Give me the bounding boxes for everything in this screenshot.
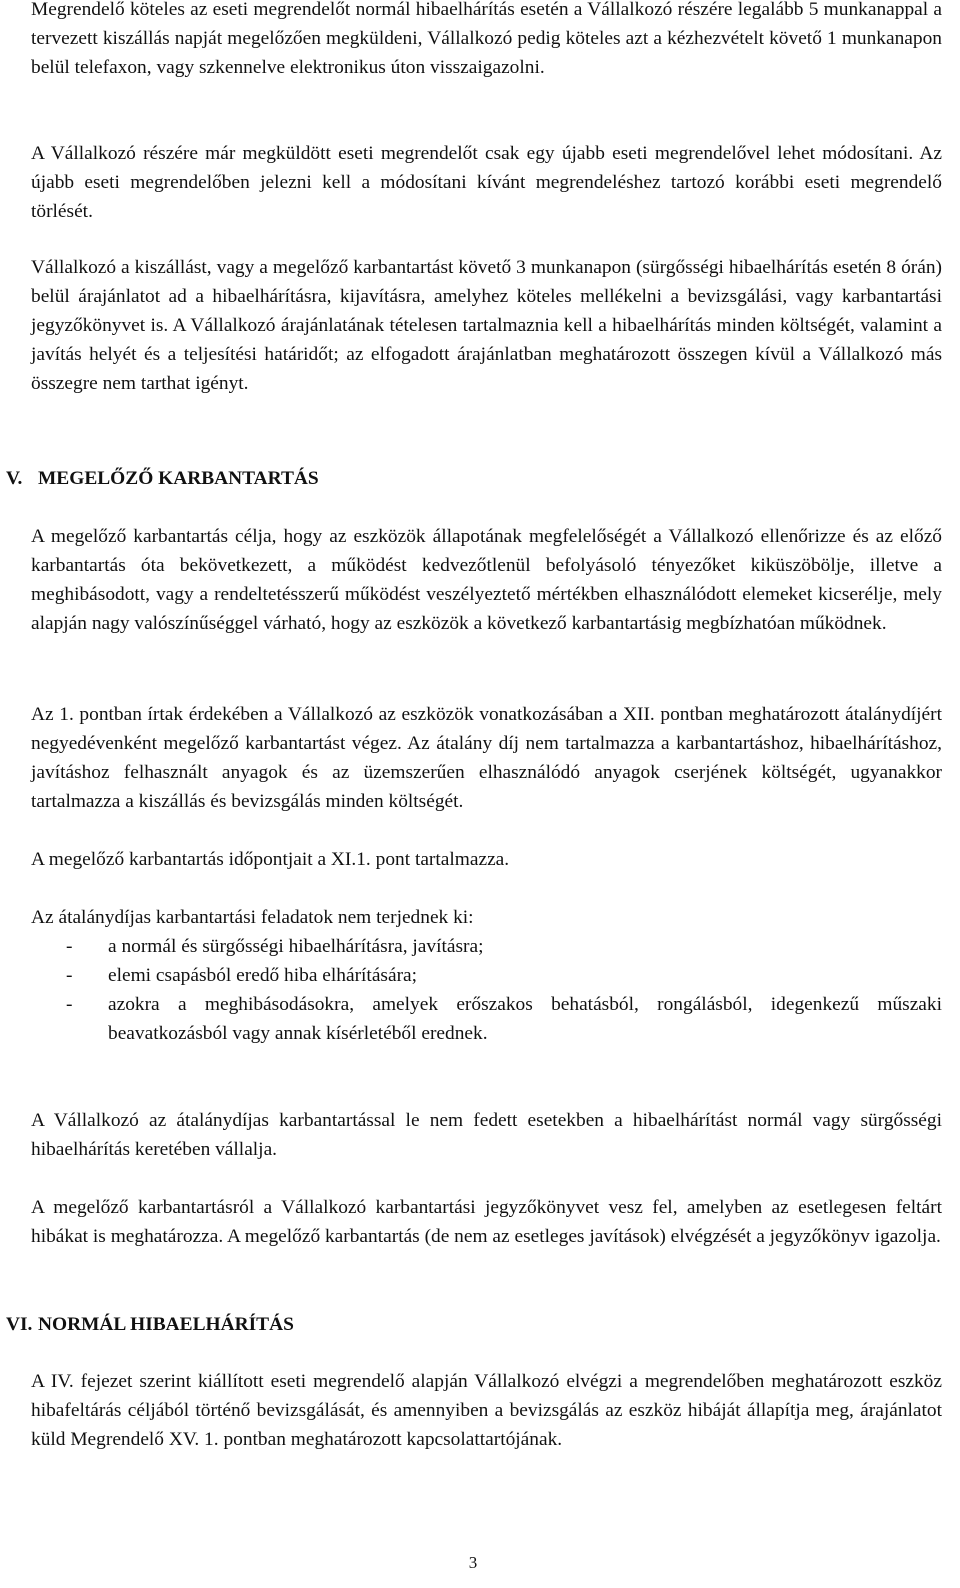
list-dash: - bbox=[66, 994, 73, 1015]
section-heading-vi bbox=[6, 1310, 294, 1339]
paragraph-5 bbox=[6, 0, 942, 82]
item-text: A megelőző karbantartás célja, hogy az eszközök állapotának megfelelőségét a Vállalkozó ellenőrizze és az előző karbantartás óta bekövetkezett, a működést kedvezőtlenül befolyásoló tényezőket kiküszöbölje, illetve a meghibásodott, vagy a rendeltetésszerű működést veszélyeztető mértékben elhasználódott elemeket kicserélje, mely alapján nagy valószínűséggel várható, hogy az eszközök a következő karbantartásig megbízhatóan működnek. bbox=[31, 526, 942, 634]
list-item bbox=[66, 990, 942, 1048]
section-v-item-6 bbox=[6, 1193, 942, 1251]
paragraph-number bbox=[6, 253, 31, 282]
section-number: VI. bbox=[6, 1314, 33, 1335]
section-title: NORMÁL HIBAELHÁRÍTÁS bbox=[38, 1314, 294, 1335]
paragraph-7 bbox=[6, 253, 942, 398]
list-item bbox=[66, 932, 942, 961]
item-text: A megelőző karbantartás időpontjait a XI.1. pont tartalmazza. bbox=[31, 849, 510, 870]
section-v-item-1 bbox=[6, 522, 942, 638]
item-number bbox=[6, 845, 31, 874]
paragraph-number bbox=[6, 139, 31, 168]
exclusion-list bbox=[66, 932, 942, 1048]
section-title: MEGELŐZŐ KARBANTARTÁS bbox=[38, 468, 319, 489]
item-text: A Vállalkozó az átalánydíjas karbantartással le nem fedett esetekben a hibaelhárítást normál vagy sürgősségi hibaelhárítás keretében vállalja. bbox=[31, 1110, 942, 1160]
page-number: 3 bbox=[468, 1553, 478, 1572]
paragraph-text: Megrendelő köteles az eseti megrendelőt normál hibaelhárítás esetén a Vállalkozó részére legalább 5 munkanappal a tervezett kiszállás napját megelőzően megküldeni, Vállalkozó pedig köteles azt a kézhezvételt követő 1 munkanapon belül telefaxon, vagy szkennelve elektronikus úton visszaigazolni. bbox=[31, 0, 942, 78]
section-vi-item-1 bbox=[6, 1367, 942, 1454]
section-v-item-3 bbox=[6, 845, 942, 874]
list-item bbox=[66, 961, 942, 990]
section-v-item-2 bbox=[6, 700, 942, 816]
list-dash: - bbox=[66, 936, 73, 957]
item-text: A IV. fejezet szerint kiállított eseti megrendelő alapján Vállalkozó elvégzi a megrendelőben meghatározott eszköz hibafeltárás céljából történő bevizsgálását, és amennyiben a bevizsgálás az eszköz hibáját állapítja meg, árajánlatot küld Megrendelő XV. 1. pontban meghatározott kapcsolattartójának. bbox=[31, 1371, 942, 1450]
paragraph-6 bbox=[6, 139, 942, 226]
item-text: Az átalánydíjas karbantartási feladatok nem terjednek ki: bbox=[31, 907, 474, 928]
item-number bbox=[6, 903, 31, 932]
item-number bbox=[6, 522, 31, 551]
item-text: Az 1. pontban írtak érdekében a Vállalkozó az eszközök vonatkozásában a XII. pontban meghatározott átalánydíjért negyedévenként megelőző karbantartást végez. Az átalány díj nem tartalmazza a karbantartáshoz, hibaelhárításhoz, javításhoz felhasznált anyagok és az üzemszerűen elhasználódó anyagok cserjének költségét, ugyanakkor tartalmazza a kiszállás és bevizsgálás minden költségét. bbox=[31, 704, 942, 812]
item-number bbox=[6, 1193, 31, 1222]
paragraph-text: A Vállalkozó részére már megküldött eseti megrendelőt csak egy újabb eseti megrendelővel lehet módosítani. Az újabb eseti megrendelőben jelezni kell a módosítani kívánt megrendeléshez tartozó korábbi eseti megrendelő törlését. bbox=[31, 143, 942, 222]
paragraph-number bbox=[6, 0, 31, 24]
item-number bbox=[6, 1367, 31, 1396]
section-v-item-5 bbox=[6, 1106, 942, 1164]
section-number: V. bbox=[6, 468, 23, 489]
section-heading-v bbox=[6, 464, 319, 493]
list-item-text: azokra a meghibásodásokra, amelyek erőszakos behatásból, rongálásból, idegenkezű műszaki beavatkozásból vagy annak kísérletéből erednek. bbox=[108, 994, 942, 1044]
list-item-text: a normál és sürgősségi hibaelhárításra, javításra; bbox=[108, 936, 484, 957]
list-item-text: elemi csapásból eredő hiba elhárítására; bbox=[108, 965, 418, 986]
paragraph-text: Vállalkozó a kiszállást, vagy a megelőző karbantartást követő 3 munkanapon (sürgősségi hibaelhárítás esetén 8 órán) belül árajánlatot ad a hibaelhárításra, kijavításra, amelyhez köteles mellékelni a bevizsgálási, vagy karbantartási jegyzőkönyvet is. A Vállalkozó árajánlatának tételesen tartalmaznia kell a hibaelhárítás minden költségét, valamint a javítás helyét és a teljesítési határidőt; az elfogadott árajánlatban meghatározott összegen kívül a Vállalkozó más összegre nem tarthat igényt. bbox=[31, 257, 942, 394]
item-number bbox=[6, 700, 31, 729]
item-number bbox=[6, 1106, 31, 1135]
section-v-item-4 bbox=[6, 903, 942, 932]
item-text: A megelőző karbantartásról a Vállalkozó karbantartási jegyzőkönyvet vesz fel, amelyben az esetlegesen feltárt hibákat is meghatározza. A megelőző karbantartás (de nem az esetleges javítások) elvégzését a jegyzőkönyv igazolja. bbox=[31, 1197, 942, 1247]
list-dash: - bbox=[66, 965, 73, 986]
